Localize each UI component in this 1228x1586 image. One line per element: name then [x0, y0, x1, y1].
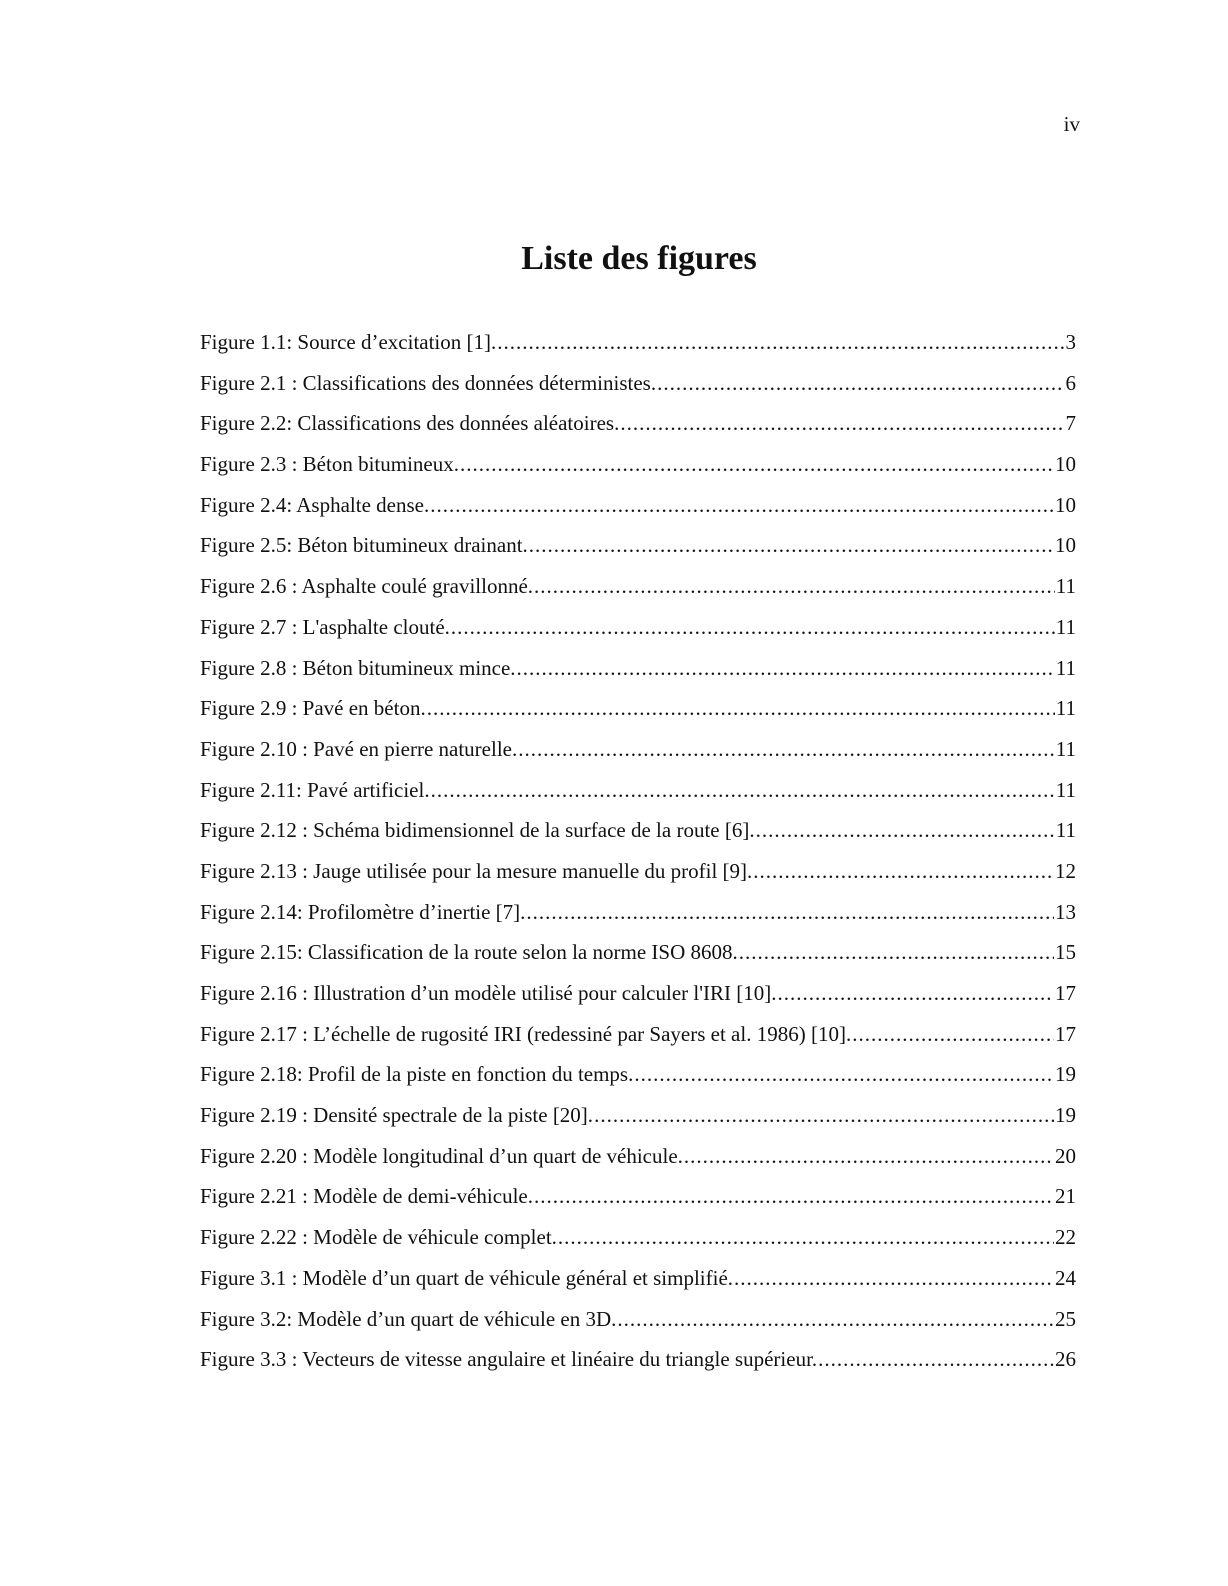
- dot-leader: [634, 1054, 1054, 1095]
- figure-entry[interactable]: [200, 648, 1076, 689]
- figure-entry[interactable]: [200, 444, 1076, 485]
- figure-entry[interactable]: [200, 1299, 1076, 1340]
- figure-caption: Figure 2.2: Classifications des données aléatoires.: [200, 411, 620, 436]
- dot-leader: [753, 851, 1054, 892]
- figure-page-number: 22: [1055, 1225, 1076, 1250]
- figure-caption: Figure 2.19 : Densité spectrale de la piste [20].: [200, 1103, 594, 1128]
- figure-entry[interactable]: [200, 485, 1076, 526]
- figure-entry[interactable]: [200, 607, 1076, 648]
- figure-page-number: 17: [1055, 981, 1076, 1005]
- figure-caption: Figure 2.9 : Pavé en béton.: [200, 696, 426, 721]
- figure-entry[interactable]: [200, 729, 1076, 770]
- dot-leader: [558, 1217, 1054, 1258]
- figure-entry[interactable]: [200, 1095, 1076, 1136]
- figure-entry[interactable]: [200, 810, 1076, 851]
- dot-leader: [460, 444, 1054, 485]
- figure-page-number: 17: [1055, 1021, 1076, 1046]
- dot-leader: [529, 525, 1054, 566]
- figure-caption: Figure 3.3 : Vecteurs de vitesse angulaire et linéaire du triangle supérieur.: [200, 1347, 818, 1372]
- figure-page-number: 19: [1055, 1062, 1076, 1087]
- figure-entry[interactable]: [200, 688, 1076, 729]
- dot-leader: [534, 566, 1055, 607]
- figure-page-number: 11: [1055, 614, 1076, 639]
- figure-caption: Figure 2.22 : Modèle de véhicule complet.: [200, 1225, 557, 1250]
- figure-entry[interactable]: [200, 1136, 1076, 1177]
- dot-leader: [620, 403, 1064, 444]
- dot-leader: [739, 932, 1054, 973]
- dot-leader: [852, 1014, 1054, 1055]
- dot-leader: [526, 892, 1054, 933]
- figure-page-number: 21: [1055, 1184, 1076, 1209]
- figure-caption: Figure 2.17 : L’échelle de rugosité IRI (redessiné par Sayers et al. 1986) [10].: [200, 1021, 852, 1046]
- figure-page-number: 11: [1055, 736, 1076, 761]
- figure-entry[interactable]: [200, 932, 1076, 973]
- figure-page-number: 24: [1055, 1265, 1076, 1290]
- figure-caption: Figure 2.7 : L'asphalte clouté.: [200, 614, 450, 639]
- figure-caption: Figure 2.14: Profilomètre d’inertie [7].: [200, 899, 526, 924]
- figure-caption: Figure 2.15: Classification de la route selon la norme ISO 8608.: [200, 940, 738, 965]
- figure-entry[interactable]: [200, 363, 1076, 404]
- figure-caption: Figure 2.6 : Asphalte coulé gravillonné.: [200, 574, 534, 599]
- figure-page-number: 6: [1065, 370, 1076, 395]
- figure-caption: Figure 2.1 : Classifications des données déterministes.: [200, 370, 657, 395]
- figure-entry[interactable]: [200, 1014, 1076, 1055]
- figure-list: [200, 322, 1076, 1380]
- dot-leader: [778, 973, 1055, 1014]
- figure-entry[interactable]: [200, 1258, 1076, 1299]
- dot-leader: [518, 729, 1055, 770]
- figure-caption: Figure 3.2: Modèle d’un quart de véhicule en 3D.: [200, 1306, 617, 1331]
- figure-caption: Figure 1.1: Source d’excitation [1].: [200, 330, 497, 354]
- figure-caption: Figure 2.12 : Schéma bidimensionnel de la surface de la route [6].: [200, 818, 755, 843]
- dot-leader: [734, 1258, 1054, 1299]
- figure-entry[interactable]: [200, 1054, 1076, 1095]
- figure-page-number: 25: [1055, 1306, 1076, 1331]
- figure-caption: Figure 2.3 : Béton bitumineux.: [200, 452, 459, 477]
- figure-caption: Figure 2.21 : Modèle de demi-véhicule.: [200, 1184, 533, 1209]
- dot-leader: [451, 607, 1055, 648]
- figure-page-number: 10: [1055, 452, 1076, 477]
- dot-leader: [517, 648, 1055, 689]
- figure-caption: Figure 2.5: Béton bitumineux drainant.: [200, 533, 528, 558]
- dot-leader: [617, 1299, 1054, 1340]
- figure-entry[interactable]: [200, 566, 1076, 607]
- figure-page-number: 15: [1055, 940, 1076, 965]
- figure-caption: Figure 2.8 : Béton bitumineux mince.: [200, 655, 516, 680]
- figure-page-number: 11: [1055, 655, 1076, 680]
- dot-leader: [430, 485, 1054, 526]
- figure-entry[interactable]: [200, 973, 1076, 1014]
- dot-leader: [684, 1136, 1054, 1177]
- figure-caption: Figure 3.1 : Modèle d’un quart de véhicule général et simplifié.: [200, 1265, 734, 1290]
- dot-leader: [594, 1095, 1054, 1136]
- figure-entry[interactable]: [200, 892, 1076, 933]
- dot-leader: [534, 1176, 1054, 1217]
- figure-caption: Figure 2.4: Asphalte dense.: [200, 492, 430, 517]
- figure-page-number: 12: [1055, 858, 1076, 883]
- figure-page-number: 10: [1055, 492, 1076, 517]
- figure-page-number: 3: [1065, 330, 1076, 354]
- figure-caption: Figure 2.20 : Modèle longitudinal d’un quart de véhicule.: [200, 1143, 683, 1168]
- figure-entry[interactable]: [200, 1217, 1076, 1258]
- figure-page-number: 7: [1065, 411, 1076, 436]
- figure-page-number: 19: [1055, 1103, 1076, 1128]
- dot-leader: [657, 363, 1064, 404]
- figure-caption: Figure 2.16 : Illustration d’un modèle utilisé pour calculer l'IRI [10].: [200, 981, 777, 1005]
- dot-leader: [756, 810, 1055, 851]
- page-title: Liste des figures: [521, 240, 757, 277]
- dot-leader: [431, 770, 1055, 811]
- dot-leader: [427, 688, 1055, 729]
- figure-caption: Figure 2.18: Profil de la piste en fonction du temps.: [200, 1062, 634, 1087]
- figure-entry[interactable]: [200, 770, 1076, 811]
- figure-entry[interactable]: [200, 322, 1076, 363]
- figure-page-number: 10: [1055, 533, 1076, 558]
- figure-page-number: 11: [1055, 574, 1076, 599]
- figure-entry[interactable]: [200, 525, 1076, 566]
- figure-page-number: 20: [1055, 1143, 1076, 1168]
- figure-page-number: 13: [1055, 899, 1076, 924]
- figure-page-number: 11: [1055, 696, 1076, 721]
- dot-leader: [818, 1339, 1054, 1380]
- figure-page-number: 11: [1055, 777, 1076, 802]
- dot-leader: [497, 322, 1064, 363]
- figure-page-number: 26: [1055, 1347, 1076, 1372]
- figure-entry[interactable]: [200, 1339, 1076, 1380]
- figure-caption: Figure 2.11: Pavé artificiel.: [200, 777, 430, 802]
- figure-page-number: 11: [1055, 818, 1076, 843]
- figure-entry[interactable]: [200, 1176, 1076, 1217]
- figure-entry[interactable]: [200, 851, 1076, 892]
- figure-caption: Figure 2.10 : Pavé en pierre naturelle.: [200, 736, 518, 761]
- page-number: iv: [1063, 112, 1080, 136]
- figure-caption: Figure 2.13 : Jauge utilisée pour la mesure manuelle du profil [9].: [200, 858, 753, 883]
- figure-entry[interactable]: [200, 403, 1076, 444]
